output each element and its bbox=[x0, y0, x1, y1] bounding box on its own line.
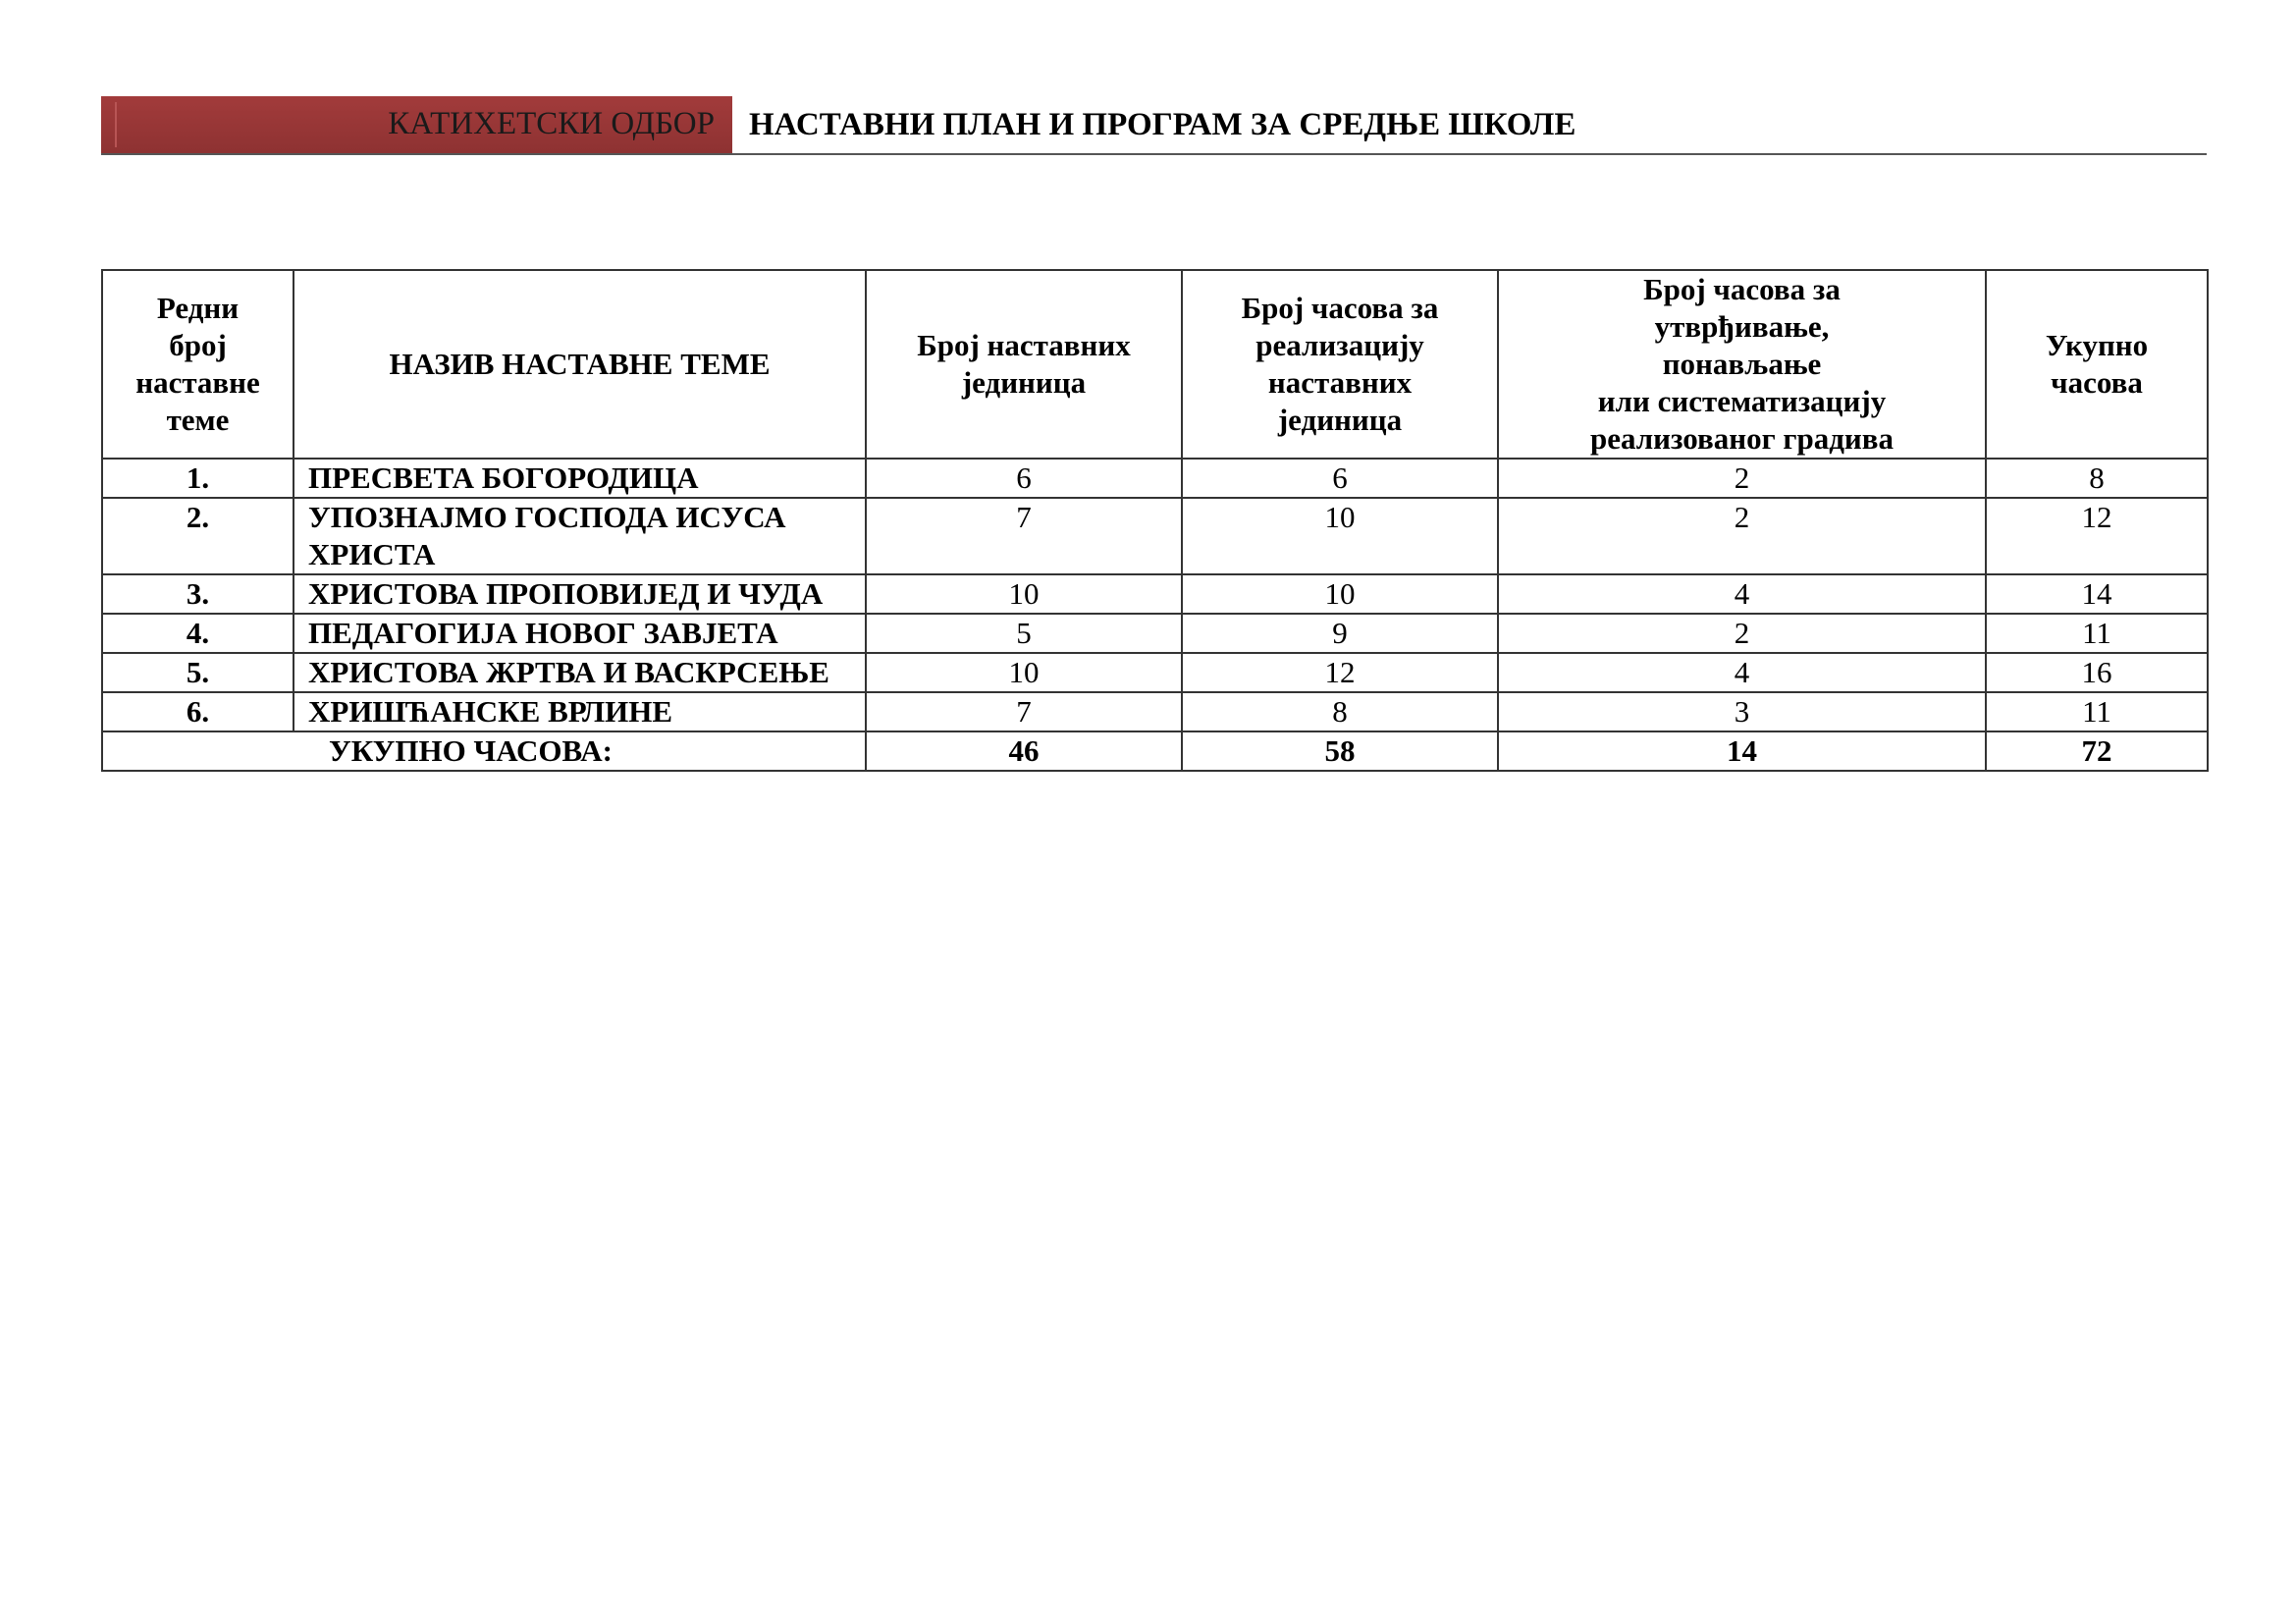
row-num: 3. bbox=[102, 574, 294, 614]
row-total: 8 bbox=[1986, 459, 2208, 498]
row-total: 11 bbox=[1986, 614, 2208, 653]
row-units: 7 bbox=[866, 692, 1182, 731]
row-total: 14 bbox=[1986, 574, 2208, 614]
row-units: 5 bbox=[866, 614, 1182, 653]
row-total: 12 bbox=[1986, 498, 2208, 574]
col-header-realization: Број часова за реализацију наставних јединица bbox=[1182, 270, 1498, 459]
totals-row bbox=[102, 731, 2208, 771]
row-topic: ПРЕСВЕТА БОГОРОДИЦА bbox=[294, 459, 866, 498]
totals-total: 72 bbox=[1986, 731, 2208, 771]
table-row bbox=[102, 574, 2208, 614]
row-topic: ПЕДАГОГИЈА НОВОГ ЗАВЈЕТА bbox=[294, 614, 866, 653]
table-header-row bbox=[102, 270, 2208, 459]
row-num: 6. bbox=[102, 692, 294, 731]
table-row bbox=[102, 653, 2208, 692]
row-units: 10 bbox=[866, 574, 1182, 614]
table-row bbox=[102, 498, 2208, 574]
row-topic: УПОЗНАЈМО ГОСПОДА ИСУСА ХРИСТА bbox=[294, 498, 866, 574]
table-row bbox=[102, 614, 2208, 653]
row-review: 2 bbox=[1498, 614, 1986, 653]
row-review: 2 bbox=[1498, 459, 1986, 498]
row-num: 2. bbox=[102, 498, 294, 574]
row-total: 16 bbox=[1986, 653, 2208, 692]
row-review: 3 bbox=[1498, 692, 1986, 731]
row-review: 4 bbox=[1498, 574, 1986, 614]
row-topic: ХРИСТОВА ПРОПОВИЈЕД И ЧУДА bbox=[294, 574, 866, 614]
col-header-total: Укупно часова bbox=[1986, 270, 2208, 459]
table-row bbox=[102, 692, 2208, 731]
row-topic: ХРИШЋАНСКЕ ВРЛИНЕ bbox=[294, 692, 866, 731]
header-band-accent-line bbox=[115, 102, 117, 147]
col-header-review: Број часова за утврђивање, понављање или систематизацију реализованог градива bbox=[1498, 270, 1986, 459]
row-realization: 10 bbox=[1182, 574, 1498, 614]
curriculum-table bbox=[101, 269, 2209, 772]
col-header-name: НАЗИВ НАСТАВНЕ ТЕМЕ bbox=[294, 270, 866, 459]
totals-units: 46 bbox=[866, 731, 1182, 771]
row-total: 11 bbox=[1986, 692, 2208, 731]
header-title: НАСТАВНИ ПЛАН И ПРОГРАМ ЗА СРЕДЊЕ ШКОЛЕ bbox=[749, 107, 1576, 142]
page-header bbox=[101, 96, 2207, 155]
totals-review: 14 bbox=[1498, 731, 1986, 771]
table-row bbox=[102, 459, 2208, 498]
col-header-num: Редни број наставне теме bbox=[102, 270, 294, 459]
row-units: 7 bbox=[866, 498, 1182, 574]
row-review: 2 bbox=[1498, 498, 1986, 574]
row-realization: 12 bbox=[1182, 653, 1498, 692]
row-num: 4. bbox=[102, 614, 294, 653]
row-units: 6 bbox=[866, 459, 1182, 498]
totals-realization: 58 bbox=[1182, 731, 1498, 771]
totals-label: УКУПНО ЧАСОВА: bbox=[102, 731, 866, 771]
header-org: КАТИХЕТСКИ ОДБОР bbox=[388, 106, 715, 141]
row-realization: 10 bbox=[1182, 498, 1498, 574]
row-realization: 6 bbox=[1182, 459, 1498, 498]
row-realization: 8 bbox=[1182, 692, 1498, 731]
row-num: 1. bbox=[102, 459, 294, 498]
row-review: 4 bbox=[1498, 653, 1986, 692]
row-num: 5. bbox=[102, 653, 294, 692]
header-band bbox=[101, 96, 732, 153]
row-realization: 9 bbox=[1182, 614, 1498, 653]
col-header-units: Број наставних јединица bbox=[866, 270, 1182, 459]
row-units: 10 bbox=[866, 653, 1182, 692]
row-topic: ХРИСТОВА ЖРТВА И ВАСКРСЕЊЕ bbox=[294, 653, 866, 692]
